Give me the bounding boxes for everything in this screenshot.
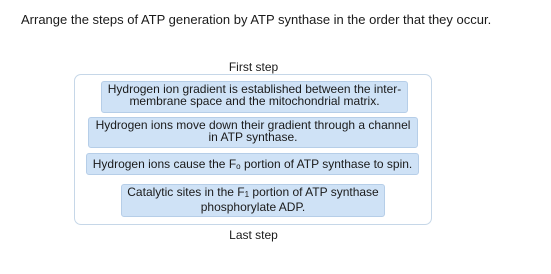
step-item-f1-phosphorylates-adp[interactable] (121, 184, 385, 217)
step-item-gradient-established[interactable] (101, 81, 408, 113)
question-prompt: Arrange the steps of ATP generation by ATP synthase in the order that they occur. (21, 12, 492, 27)
step-text-line: Hydrogen ion gradient is established between the inter- (107, 82, 402, 96)
last-step-label: Last step (229, 228, 278, 242)
step-text-line: Hydrogen ions move down their gradient through a channel (95, 118, 411, 132)
step-item-fo-portion-spins[interactable] (86, 153, 419, 175)
step-text-line: phosphorylate ADP. (200, 200, 306, 214)
step-item-ions-move-down-gradient[interactable] (88, 117, 418, 148)
step-text-line: membrane space and the mitochondrial matrix. (129, 94, 380, 108)
first-step-label: First step (228, 60, 279, 74)
step-text-line: in ATP synthase. (208, 130, 298, 144)
step-text-line: Hydrogen ions cause the Fo portion of ATP synthase to spin. (92, 157, 413, 171)
step-text-line: Catalytic sites in the F1 portion of ATP synthase (127, 185, 379, 199)
